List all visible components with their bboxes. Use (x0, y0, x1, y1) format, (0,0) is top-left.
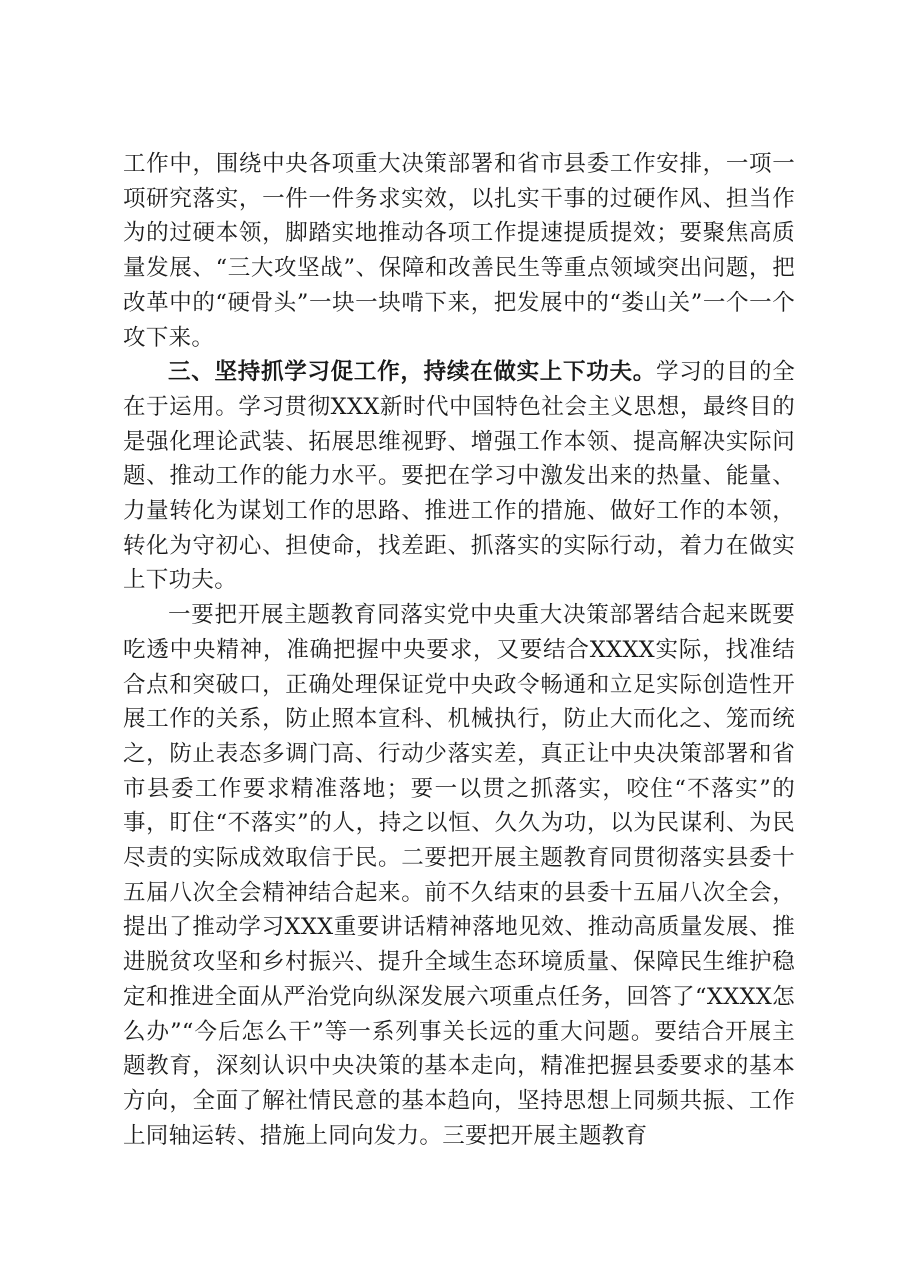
paragraph-requirements (123, 598, 795, 1153)
paragraph-continuation (123, 147, 795, 355)
document-body (123, 147, 795, 1153)
section-heading: 三、坚持抓学习促工作，持续在做实上下功夫。 (168, 359, 656, 386)
paragraph-text: 学习的目的全在于运用。学习贯彻XXX新时代中国特色社会主义思想，最终目的是强化理论武装、拓展思维视野、增强工作本领、提高解决实际问题、推动工作的能力水平。要把在学习中激发出来的热量、能量、力量转化为谋划工作的思路、推进工作的措施、做好工作的本领，转化为守初心、担使命，找差距、抓落实的实际行动，着力在做实上下功夫。 (123, 359, 795, 594)
paragraph-section-three (123, 355, 795, 598)
paragraph-text: 工作中，围绕中央各项重大决策部署和省市县委工作安排，一项一项研究落实，一件一件务求实效，以扎实干事的过硬作风、担当作为的过硬本领，脚踏实地推动各项工作提速提质提效；要聚焦高质量发展、“三大攻坚战”、保障和改善民生等重点领域突出问题，把改革中的“硬骨头”一块一块啃下来，把发展中的“娄山关”一个一个攻下来。 (123, 151, 795, 351)
paragraph-text: 一要把开展主题教育同落实党中央重大决策部署结合起来既要吃透中央精神，准确把握中央要求，又要结合XXXX实际，找准结合点和突破口，正确处理保证党中央政令畅通和立足实际创造性开展工作的关系，防止照本宣科、机械执行，防止大而化之、笼而统之，防止表态多调门高、行动少落实差，真正让中央决策部署和省市县委工作要求精准落地；要一以贯之抓落实，咬住“不落实”的事，盯住“不落实”的人，持之以恒、久久为功，以为民谋利、为民尽责的实际成效取信于民。二要把开展主题教育同贯彻落实县委十五届八次全会精神结合起来。前不久结束的县委十五届八次全会，提出了推动学习XXX重要讲话精神落地见效、推动高质量发展、推进脱贫攻坚和乡村振兴、提升全域生态环境质量、保障民生维护稳定和推进全面从严治党向纵深发展六项重点任务，回答了“XXXX怎么办”“今后怎么干”等一系列事关长远的重大问题。要结合开展主题教育，深刻认识中央决策的基本走向，精准把握县委要求的基本方向，全面了解社情民意的基本趋向，坚持思想上同频共振、工作上同轴运转、措施上同向发力。三要把开展主题教育 (123, 602, 795, 1149)
